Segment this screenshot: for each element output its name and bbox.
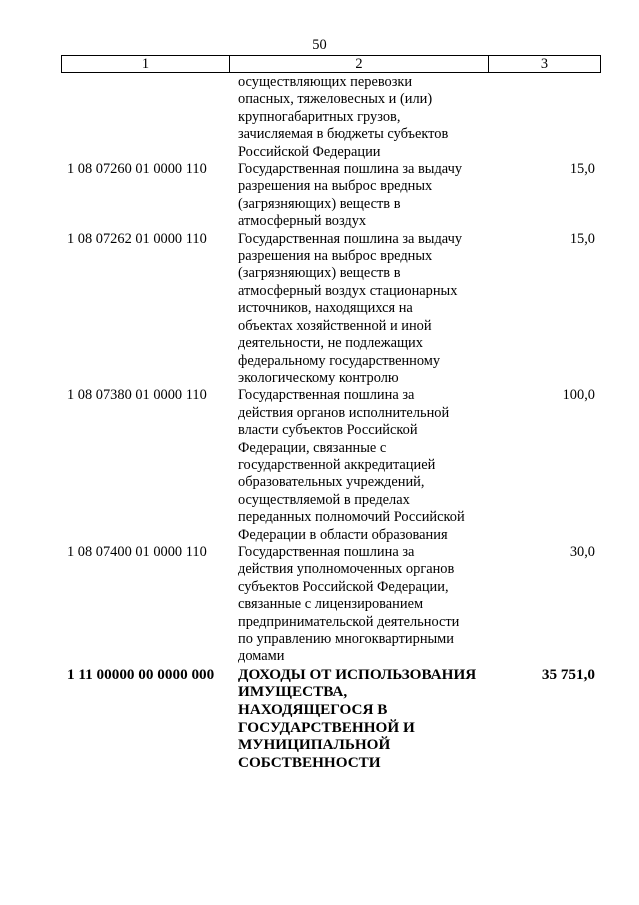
row-name [236, 161, 489, 231]
row-code: 1 08 07380 01 0000 110 [67, 387, 207, 404]
row-name-line: деятельности, не подлежащих [238, 335, 423, 352]
row-name-line: Федерации в области образования [238, 526, 448, 543]
row-name-line: (загрязняющих) веществ в [238, 265, 401, 282]
row-name-line: власти субъектов Российской [238, 422, 418, 439]
table-row [61, 231, 601, 388]
row-code: 1 08 07260 01 0000 110 [67, 161, 207, 178]
row-name-line: крупногабаритных грузов, [238, 108, 401, 125]
row-name-line: зачисляемая в бюджеты субъектов [238, 126, 449, 143]
table-row [61, 161, 601, 231]
row-name-line: предпринимательской деятельности [238, 613, 460, 630]
table-row [61, 74, 601, 161]
row-name-line: МУНИЦИПАЛЬНОЙ [238, 736, 391, 754]
row-name-line: Российской Федерации [238, 143, 381, 160]
row-name-line: осуществляемой в пределах [238, 491, 410, 508]
table-row [61, 666, 601, 772]
row-value: 35 751,0 [541, 665, 595, 683]
row-name-line: осуществляющих перевозки [238, 74, 413, 90]
row-value: 100,0 [562, 387, 595, 404]
row-name-line: опасных, тяжеловесных и (или) [238, 91, 433, 108]
row-value: 30,0 [569, 543, 595, 560]
row-value [489, 74, 601, 161]
row-code: 1 08 07400 01 0000 110 [67, 543, 207, 560]
row-name-line: связанные с лицензированием [238, 596, 424, 613]
row-name-line: федеральному государственному [238, 352, 441, 369]
row-name-line: Государственная пошлина за выдачу [238, 161, 463, 178]
row-name [236, 666, 489, 772]
row-name-line: ДОХОДЫ ОТ ИСПОЛЬЗОВАНИЯ [238, 665, 477, 683]
row-name-line: переданных полномочий Российской [238, 509, 465, 526]
row-name-line: объектах хозяйственной и иной [238, 317, 432, 334]
row-code [61, 74, 236, 161]
row-name [236, 387, 489, 544]
table-body [61, 74, 601, 771]
row-name-line: экологическому контролю [238, 369, 399, 386]
row-name-line: атмосферный воздух стационарных [238, 282, 458, 299]
row-code: 1 08 07262 01 0000 110 [67, 230, 207, 247]
row-name-line: Государственная пошлина за выдачу [238, 230, 463, 247]
header-col-3: 3 [540, 56, 549, 72]
row-name-line: действия уполномоченных органов [238, 561, 455, 578]
row-name-line: домами [238, 648, 285, 665]
table-row [61, 544, 601, 666]
row-name-line: Федерации, связанные с [238, 439, 387, 456]
row-name-line: СОБСТВЕННОСТИ [238, 753, 381, 771]
row-name-line: ГОСУДАРСТВЕННОЙ И [238, 718, 415, 736]
header-col-2: 2 [230, 56, 489, 72]
row-name-line: государственной аккредитацией [238, 456, 436, 473]
row-name [236, 74, 489, 161]
row-name-line: Государственная пошлина за [238, 387, 415, 404]
row-code: 1 11 00000 00 0000 000 [67, 665, 215, 683]
row-name-line: атмосферный воздух [238, 213, 367, 230]
row-name-line: разрешения на выброс вредных [238, 178, 433, 195]
table-row [61, 387, 601, 544]
row-name [236, 544, 489, 666]
page-number: 50 [312, 37, 327, 53]
row-name-line: источников, находящихся на [238, 300, 413, 317]
row-name-line: разрешения на выброс вредных [238, 248, 433, 265]
row-name-line: по управлению многоквартирными [238, 631, 454, 647]
row-name-line: (загрязняющих) веществ в [238, 195, 401, 212]
header-col-1: 1 [62, 56, 230, 72]
row-name-line: ИМУЩЕСТВА, [238, 683, 348, 701]
row-name-line: образовательных учреждений, [238, 474, 425, 491]
row-value: 15,0 [569, 161, 595, 178]
row-name [236, 231, 489, 388]
row-name-line: действия органов исполнительной [238, 404, 450, 421]
row-name-line: субъектов Российской Федерации, [238, 578, 449, 595]
row-value: 15,0 [569, 230, 595, 247]
row-name-line: Государственная пошлина за [238, 543, 415, 560]
row-name-line: НАХОДЯЩЕГОСЯ В [238, 701, 388, 718]
table-header [61, 55, 601, 73]
